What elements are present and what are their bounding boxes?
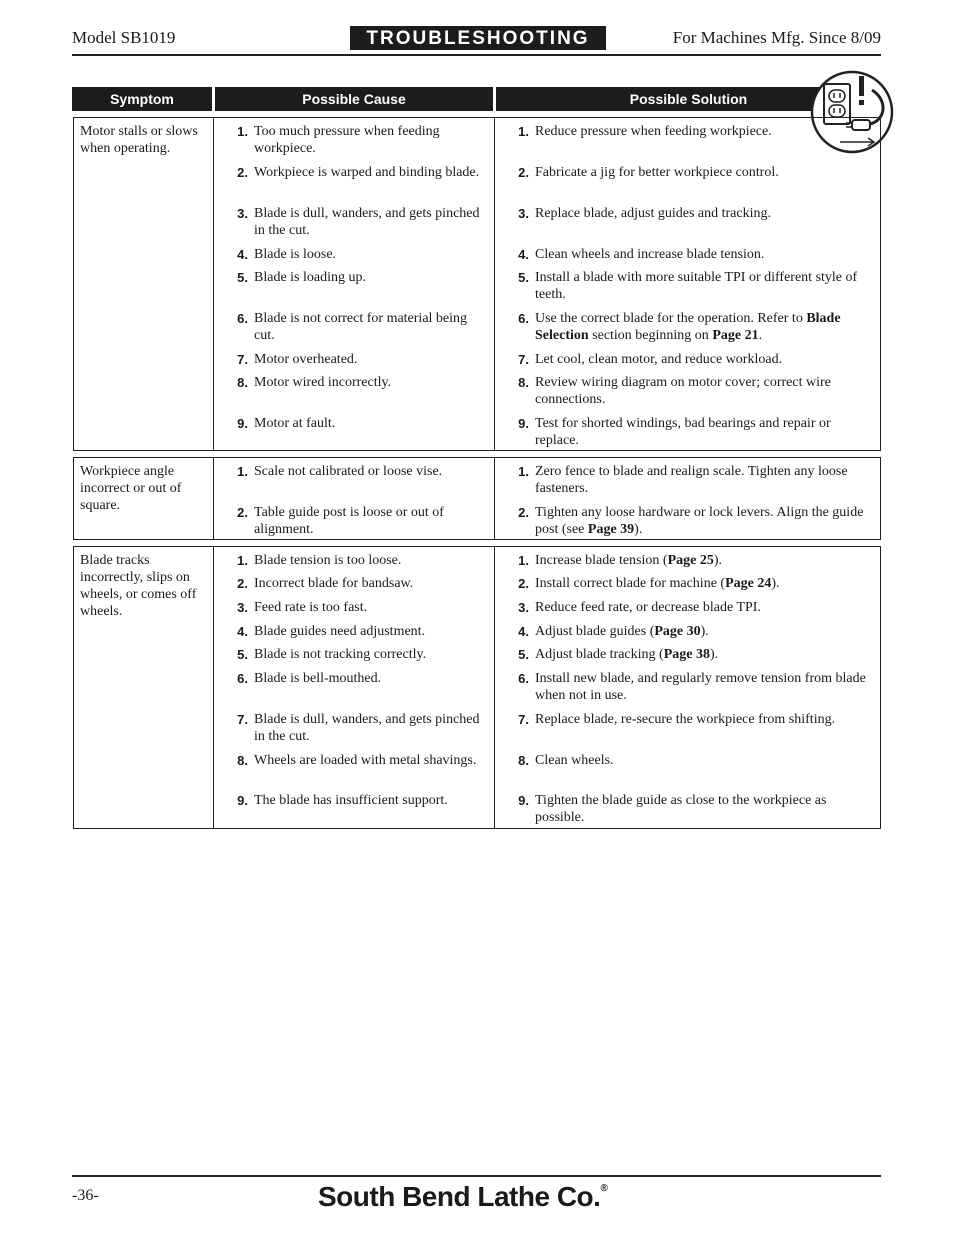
page-footer: [72, 1175, 881, 1212]
page-ref: Page 21: [712, 328, 759, 343]
symptom-text: Blade tracks incorrectly, slips on wheels, or comes off wheels.: [80, 553, 197, 619]
page-ref: Page 25: [667, 553, 714, 568]
table-header: [72, 87, 881, 111]
column-header-solution: Possible Solution: [496, 87, 881, 111]
column-header-symptom: Symptom: [72, 87, 212, 111]
symptom-text: Workpiece angle incorrect or out of square.: [80, 464, 182, 513]
troubleshooting-group-blade-tracks: Blade tracks incorrectly, slips on wheels, or comes off wheels. 1. Blade tension is too loose. 1. Increase blade tension (Page 25). 2. Incorrect blade for bandsaw. 2. Install correct blade for machine (Page 24). 3. Feed rate is too fast. 3. Reduce feed rate, or decrease blade TPI. 4. Blade guides need adjustment. 4. Adjust blade guides (Page 30). 5. Blade is not tracking correctly. 5. Adjust blade tracking (Page 38). 6. Blade is bell-mouthed. 6. Install new blade, and regularly remove tension from blade when not in use. 7. Blade is dull, wanders, and gets pinched in the cut. 7. Replace blade, re-secure the workpiece from shifting. 8. Wheels are loaded with metal shavings. 8. Clean wheels. 9. The blade has insufficient support. 9. Tighten the blade guide as close to the workpiece as possible.: [73, 546, 881, 829]
troubleshooting-group-motor-stalls: Motor stalls or slows when operating. 1. Too much pressure when feeding workpiece. 1. Reduce pressure when feeding workpiece. 2. Workpiece is warped and binding blade. 2. Fabricate a jig for better workpiece control. 3. Blade is dull, wanders, and gets pinched in the cut. 3. Replace blade, adjust guides and tracking. 4. Blade is loose. 4. Clean wheels and increase blade tension. 5. Blade is loading up. 5. Install a blade with more suitable TPI or different style of teeth. 6. Blade is not correct for material being cut. 6. Use the correct blade for the operation. Refer to Blade Selection section beginning on Page 21. 7. Motor overheated. 7. Let cool, clean motor, and reduce workload. 8. Motor wired incorrectly. 8. Review wiring diagram on motor cover; correct wire connections. 9. Motor at fault. 9. Test for shorted windings, bad bearings and repair or replace.: [73, 117, 881, 451]
brand-logo: South Bend Lathe Co.®: [318, 1181, 608, 1212]
page-ref: Page 30: [654, 624, 701, 639]
column-header-cause: Possible Cause: [215, 87, 493, 111]
troubleshooting-group-workpiece-angle: Workpiece angle incorrect or out of square. 1. Scale not calibrated or loose vise. 1. Zero fence to blade and realign scale. Tighten any loose fasteners. 2. Table guide post is loose or out of alignment. 2. Tighten any loose hardware or lock levers. Align the guide post (see Page 39).: [73, 457, 881, 540]
page-ref: Page 24: [725, 576, 772, 591]
page-header: [72, 24, 881, 56]
machines-label: For Machines Mfg. Since 8/09: [672, 28, 881, 47]
page-ref: Page 39: [587, 522, 635, 537]
section-title: TROUBLESHOOTING: [350, 26, 606, 50]
link-blade-selection: Blade Selection: [535, 311, 841, 343]
page-ref: Page 38: [663, 647, 710, 662]
symptom-text: Motor stalls or slows when operating.: [80, 124, 198, 156]
model-label: Model SB1019: [72, 28, 176, 47]
page-number: -36-: [72, 1187, 99, 1204]
